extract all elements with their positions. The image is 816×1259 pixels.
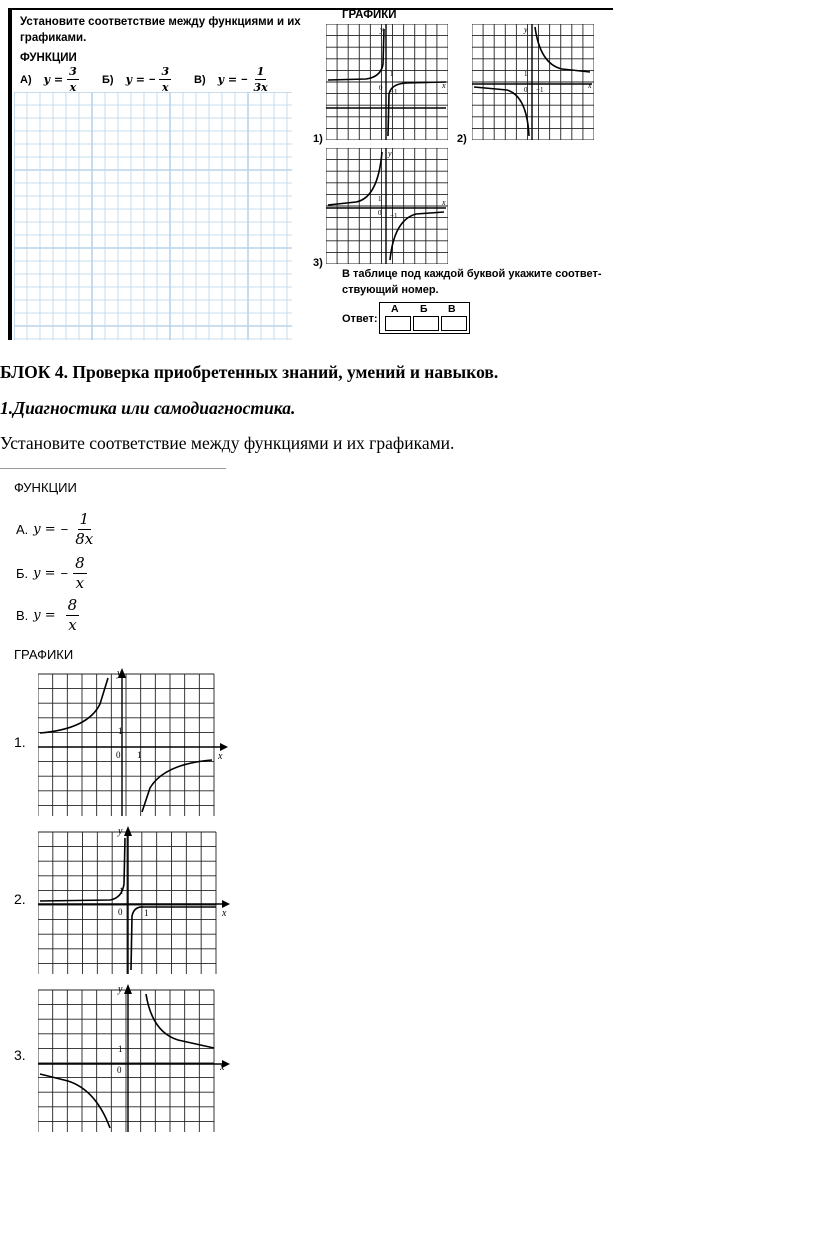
answer-letter-a: А — [391, 303, 399, 315]
function-letter: В) — [194, 73, 206, 86]
axis-origin-label: 0 — [378, 209, 382, 217]
quiz-graph-3 — [38, 982, 232, 1132]
worksheet-graph-number-2: 2) — [457, 133, 467, 145]
quiz-graph-number-1: 1. — [14, 734, 26, 750]
quiz-function-b — [16, 556, 87, 591]
worksheet-answer-table — [379, 302, 470, 334]
axis-x-label: x — [442, 198, 446, 207]
axis-y-label: y — [118, 984, 123, 995]
axis-neg-one-label: −1 — [390, 88, 398, 96]
worksheet-answer-label: Ответ: — [342, 313, 378, 325]
function-denominator: x — [68, 616, 77, 634]
axis-origin-label: 0 — [524, 86, 528, 94]
function-lhs: y = — [33, 566, 56, 581]
axis-x-label: x — [442, 81, 446, 90]
separator-line — [0, 468, 226, 469]
scan-left-border — [8, 8, 12, 340]
axis-neg-one-label: −1 — [536, 86, 544, 94]
function-lhs: y = — [33, 522, 56, 537]
function-lhs: y = — [217, 73, 238, 86]
axis-y-label: y — [118, 826, 123, 837]
function-letter: Б. — [16, 566, 29, 581]
function-letter: Б) — [102, 73, 114, 86]
block-title: БЛОК 4. Проверка приобретенных знаний, умений и навыков. — [0, 362, 499, 382]
worksheet-graphs-heading: ГРАФИКИ — [342, 9, 397, 21]
block-subtitle: 1.Диагностика или самодиагностика. — [0, 398, 296, 418]
quiz-graphs-heading: ГРАФИКИ — [14, 647, 74, 662]
worksheet-function-a — [20, 66, 79, 93]
answer-letter-v: В — [448, 303, 456, 315]
quiz-graph-2 — [38, 824, 232, 974]
axis-origin-label: 0 — [116, 750, 121, 760]
axis-one-x-label: 1 — [137, 750, 142, 760]
function-sign: − — [60, 522, 69, 537]
function-lhs: y = — [33, 608, 56, 623]
function-numerator: 8 — [75, 554, 85, 572]
axis-y-label: y — [388, 149, 392, 158]
axis-x-label: x — [218, 751, 223, 762]
answer-cell-a[interactable] — [385, 316, 411, 331]
function-lhs: y = — [43, 73, 64, 86]
worksheet-graph-number-3: 3) — [313, 257, 323, 269]
axis-origin-label: 0 — [117, 1065, 122, 1075]
quiz-graph-number-3: 3. — [14, 1047, 26, 1063]
answer-cell-v[interactable] — [441, 316, 467, 331]
axis-one-label: 1 — [524, 70, 528, 78]
axis-x-label: x — [222, 908, 227, 919]
worksheet-graph-2 — [472, 24, 594, 140]
quiz-graph-number-2: 2. — [14, 891, 26, 907]
function-sign: − — [149, 73, 156, 86]
function-numerator: 3 — [161, 65, 170, 78]
worksheet-instruction-line1: В таблице под каждой буквой укажите соответ- — [342, 268, 602, 280]
worksheet-graph-3 — [326, 148, 448, 264]
function-denominator: 3x — [253, 81, 268, 94]
quiz-function-v — [16, 598, 79, 633]
axis-one-label: 1 — [390, 70, 394, 78]
function-sign: − — [241, 73, 248, 86]
axis-x-label: x — [588, 81, 592, 90]
axis-y-label: y — [524, 25, 528, 34]
function-numerator: 1 — [256, 65, 265, 78]
function-numerator: 8 — [67, 596, 78, 614]
worksheet-function-b — [102, 66, 171, 93]
function-numerator: 1 — [79, 510, 90, 528]
axis-one-label: 1 — [378, 195, 382, 203]
function-letter: А) — [20, 73, 32, 86]
answer-cell-b[interactable] — [413, 316, 439, 331]
axis-y-label: y — [380, 25, 384, 34]
function-denominator: 8x — [75, 530, 94, 548]
quiz-functions-heading: ФУНКЦИИ — [14, 480, 77, 495]
worksheet-instruction-line2: ствующий номер. — [342, 284, 439, 296]
quiz-function-a — [16, 512, 95, 547]
block-task: Установите соответствие между функциями и их графиками. — [0, 433, 455, 453]
quiz-graph-1 — [38, 666, 228, 816]
axis-one-x-label: 1 — [144, 908, 149, 918]
worksheet-functions-heading: ФУНКЦИИ — [20, 52, 77, 64]
axis-one-label: 1 — [119, 886, 124, 896]
axis-neg-one-label: −1 — [390, 212, 398, 220]
worksheet-function-v — [194, 66, 270, 93]
function-denominator: x — [69, 81, 77, 94]
axis-origin-label: 0 — [379, 84, 383, 92]
function-sign: − — [60, 566, 69, 581]
scan-top-border — [8, 8, 613, 10]
worksheet-graph-1 — [326, 24, 448, 140]
worksheet-task-line1: Установите соответствие между функциями и их — [20, 16, 301, 28]
axis-one-label: 1 — [118, 726, 123, 736]
function-denominator: x — [75, 574, 85, 592]
function-denominator: x — [162, 81, 169, 94]
worksheet-graph-number-1: 1) — [313, 133, 323, 145]
function-numerator: 3 — [69, 65, 77, 78]
function-letter: В. — [16, 608, 29, 623]
function-lhs: y = — [125, 73, 146, 86]
answer-letter-b: Б — [420, 303, 428, 315]
axis-x-label: x — [220, 1062, 225, 1073]
axis-y-label: y — [117, 668, 122, 679]
axis-one-label: 1 — [118, 1044, 123, 1054]
function-letter: А. — [16, 522, 29, 537]
worksheet-task-line2: графиками. — [20, 32, 87, 44]
axis-origin-label: 0 — [118, 907, 123, 917]
blue-grid-paper — [14, 92, 292, 340]
